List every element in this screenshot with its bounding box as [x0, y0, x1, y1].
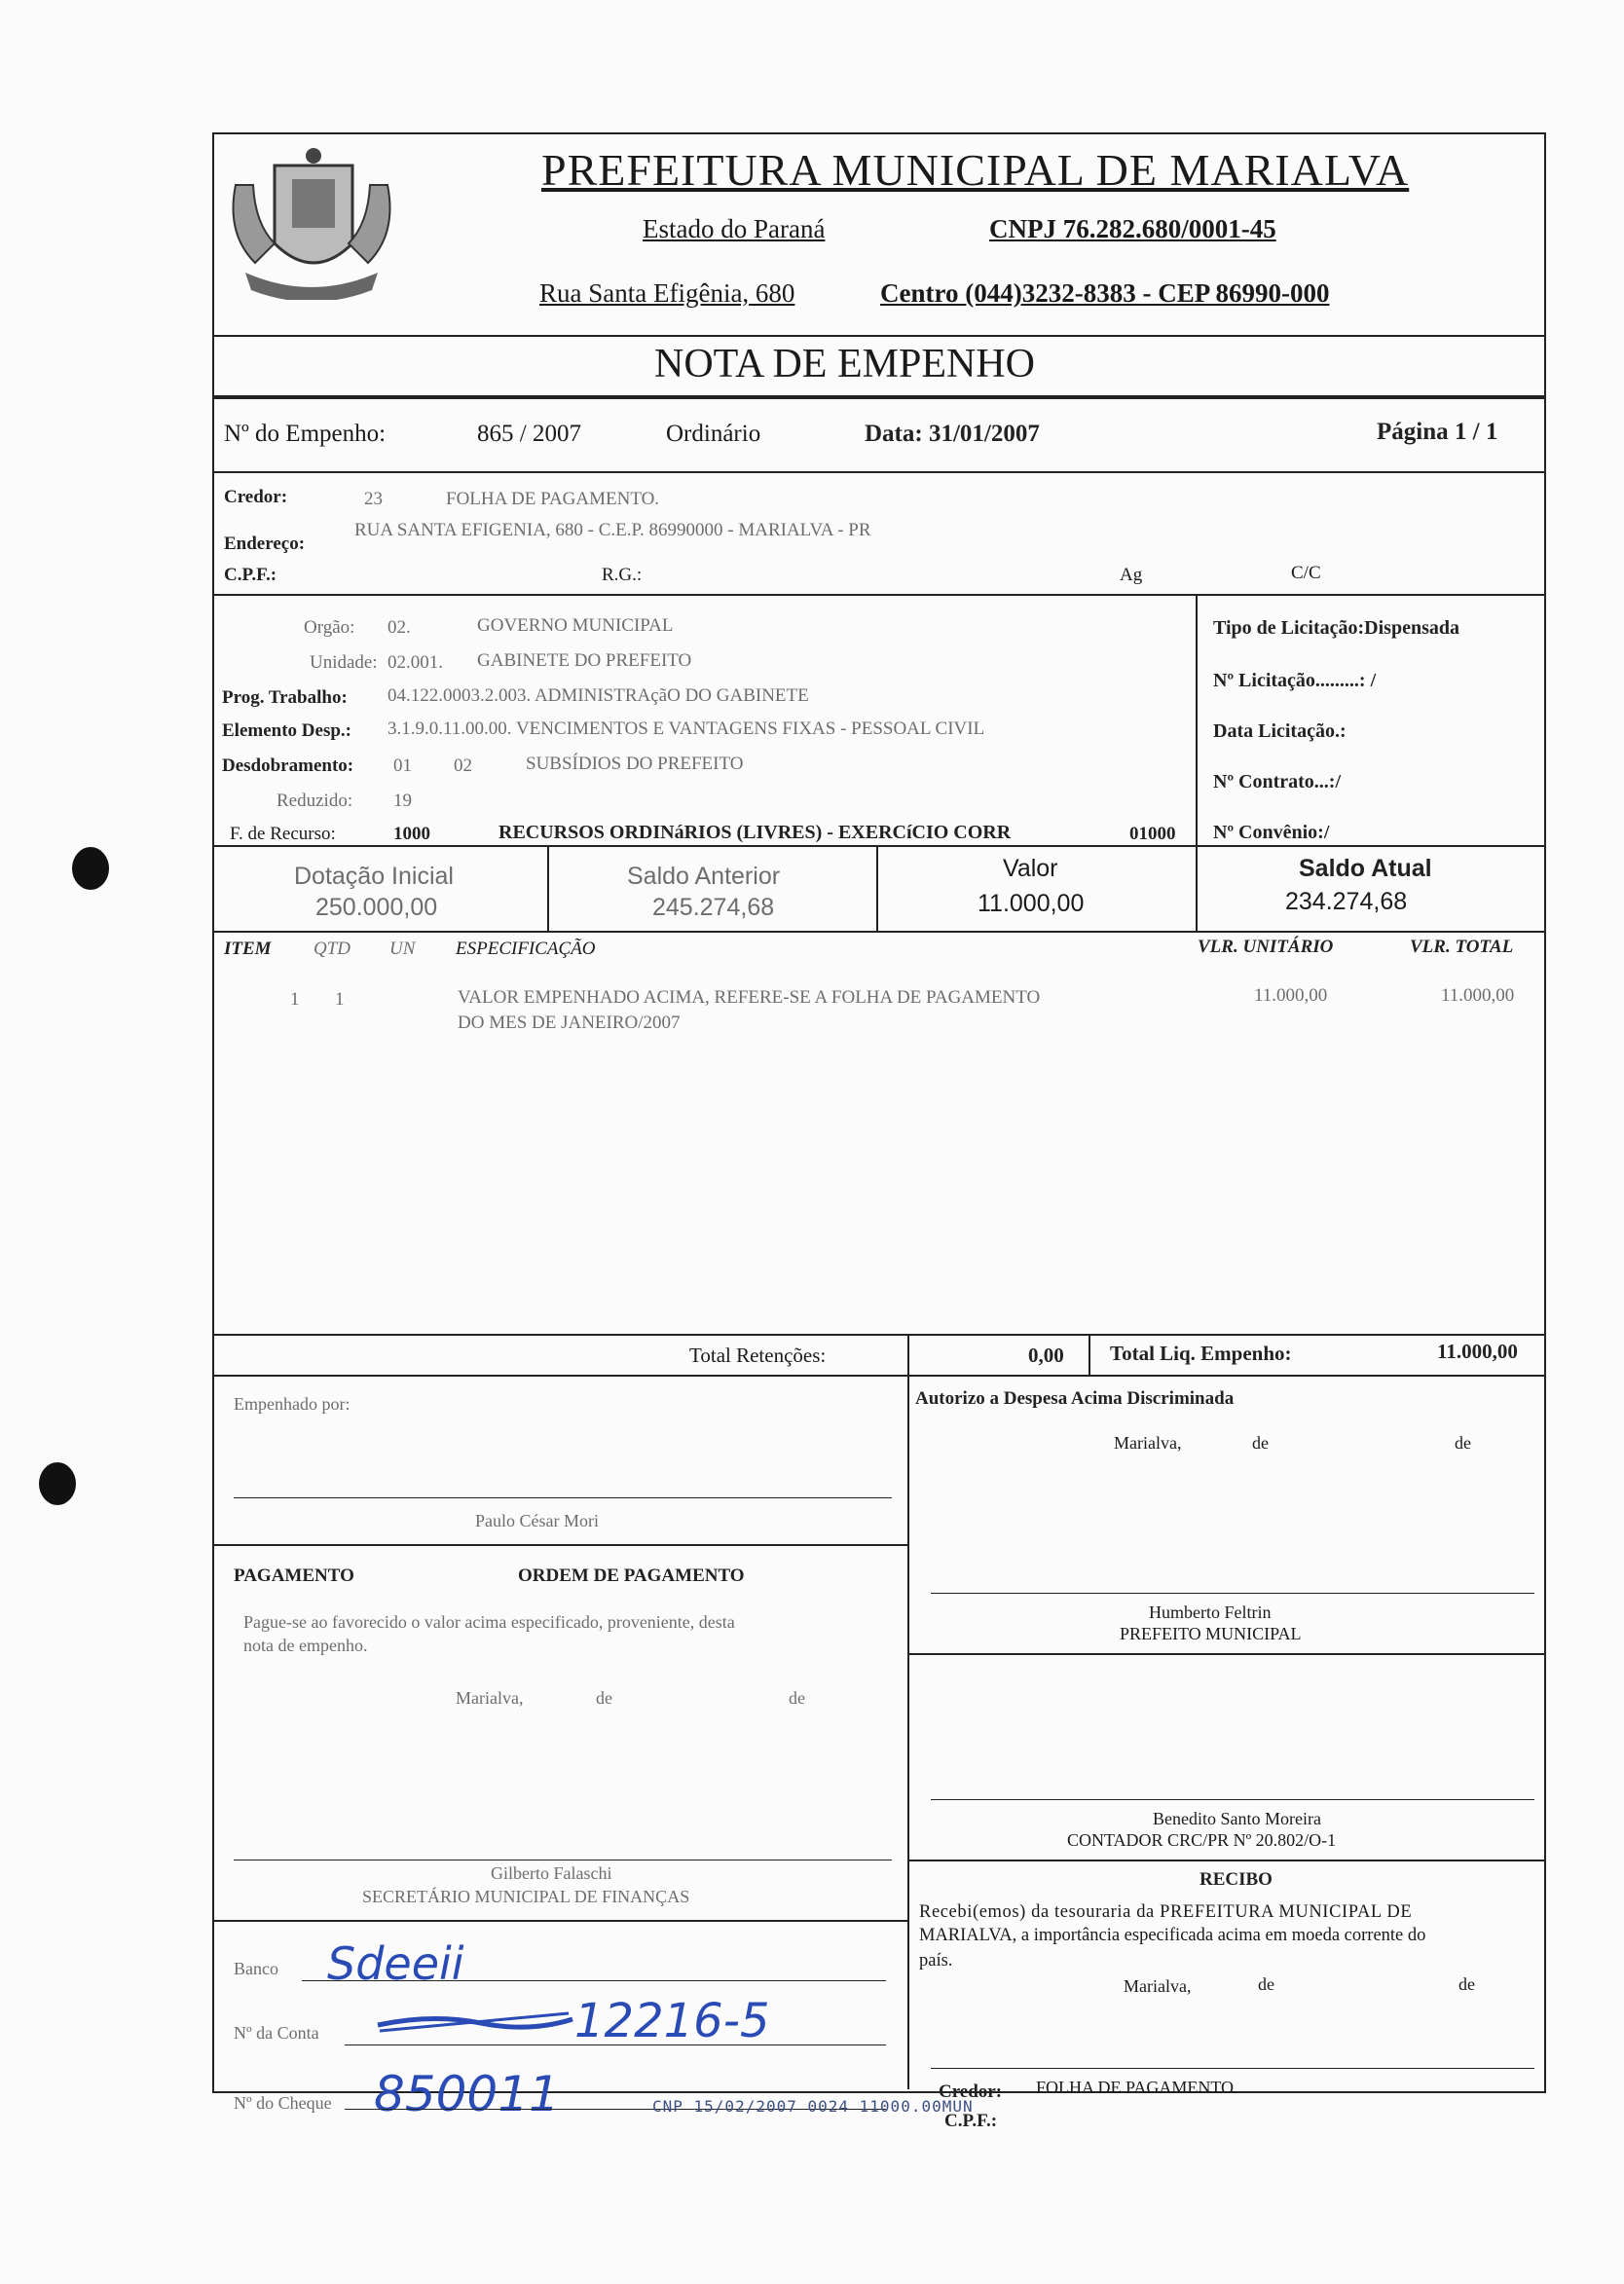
col-vlr-total: VLR. TOTAL	[1410, 937, 1514, 957]
empenho-date: Data: 31/01/2007	[865, 421, 1040, 447]
data-licitacao: Data Licitação.:	[1213, 720, 1347, 742]
desdobramento-name: SUBSÍDIOS DO PREFEITO	[526, 754, 744, 774]
recurso-label: F. de Recurso:	[230, 824, 336, 844]
tipo-licitacao: Tipo de Licitação:Dispensada	[1213, 617, 1459, 639]
endereco-value: RUA SANTA EFIGENIA, 680 - C.E.P. 86990000 - MARIALVA - PR	[354, 520, 871, 540]
cnpj-text: CNPJ 76.282.680/0001-45	[989, 214, 1276, 243]
total-liquido-value: 11.000,00	[1437, 1340, 1518, 1363]
recibo-label: RECIBO	[1200, 1869, 1273, 1890]
bank-authentication-stamp: CNP 15/02/2007 0024 11000.00MUN	[652, 2097, 974, 2116]
col-vlr-unitario: VLR. UNITÁRIO	[1198, 937, 1334, 957]
total-retencoes-label: Total Retenções:	[689, 1344, 827, 1367]
elemento-label: Elemento Desp.:	[222, 720, 351, 741]
punch-hole	[72, 847, 109, 890]
state-text: Estado do Paraná	[643, 214, 826, 243]
empenhado-por-label: Empenhado por:	[234, 1394, 351, 1414]
address-text: Rua Santa Efigênia, 680	[539, 278, 795, 308]
pagamento-de-2: de	[789, 1688, 805, 1708]
orgao-label: Orgão:	[304, 617, 355, 638]
prog-label: Prog. Trabalho:	[222, 687, 348, 708]
col-un: UN	[389, 939, 416, 959]
credor-code: 23	[364, 489, 383, 509]
saldo-atual-value: 234.274,68	[1285, 888, 1408, 915]
recibo-text-3: país.	[919, 1951, 953, 1971]
secretario-title: SECRETÁRIO MUNICIPAL DE FINANÇAS	[362, 1887, 690, 1906]
autorizo-label: Autorizo a Despesa Acima Discriminada	[915, 1388, 1235, 1409]
empenho-type: Ordinário	[666, 421, 761, 447]
empenho-number: 865 / 2007	[477, 421, 581, 447]
recibo-de-1: de	[1258, 1974, 1274, 1994]
item-qtd: 1	[335, 989, 345, 1010]
ag-label: Ag	[1120, 565, 1143, 585]
ordem-pagamento-label: ORDEM DE PAGAMENTO	[518, 1566, 745, 1586]
recibo-credor-label: Credor:	[939, 2081, 1003, 2102]
credor-label: Credor:	[224, 487, 288, 507]
pagamento-label: PAGAMENTO	[234, 1566, 354, 1586]
autorizo-city: Marialva,	[1114, 1433, 1182, 1453]
pagamento-de-1: de	[596, 1688, 612, 1708]
recibo-text-2: MARIALVA, a importância especificada acima em moeda corrente do	[919, 1926, 1426, 1945]
reduzido-value: 19	[393, 791, 412, 811]
punch-hole	[39, 1462, 76, 1505]
coat-of-arms-logo	[216, 146, 407, 300]
prefeito-title: PREFEITO MUNICIPAL	[1120, 1624, 1302, 1643]
conta-value: 12216-5	[574, 1994, 770, 2048]
recibo-de-2: de	[1458, 1974, 1475, 1994]
saldo-atual-label: Saldo Atual	[1299, 855, 1432, 882]
item-spec-line-2: DO MES DE JANEIRO/2007	[458, 1013, 681, 1033]
empenho-number-label: Nº do Empenho:	[224, 421, 387, 447]
desdobramento-label: Desdobramento:	[222, 755, 354, 776]
rg-label: R.G.:	[602, 565, 643, 585]
item-number: 1	[290, 989, 300, 1010]
recurso-name: RECURSOS ORDINáRIOS (LIVRES) - EXERCíCIO CORR	[498, 822, 1012, 843]
cheque-value: 850011	[374, 2066, 560, 2122]
cpf-label: C.P.F.:	[224, 565, 277, 585]
reduzido-label: Reduzido:	[277, 791, 353, 811]
recurso-code: 1000	[393, 824, 430, 844]
recibo-city: Marialva,	[1124, 1976, 1192, 1996]
contact-text: Centro (044)3232-8383 - CEP 86990-000	[880, 278, 1330, 308]
recibo-cpf-label: C.P.F.:	[944, 2111, 998, 2131]
page-number: Página 1 / 1	[1377, 419, 1498, 445]
unidade-name: GABINETE DO PREFEITO	[477, 650, 692, 671]
prog-value: 04.122.0003.2.003. ADMINISTRAçãO DO GABINETE	[388, 685, 809, 706]
banco-value: Sdeeii	[327, 1937, 464, 1990]
dotacao-label: Dotação Inicial	[294, 863, 454, 890]
contador-name: Benedito Santo Moreira	[1153, 1809, 1321, 1828]
col-especificacao: ESPECIFICAÇÃO	[456, 939, 596, 959]
pagamento-city: Marialva,	[456, 1688, 524, 1708]
credor-name: FOLHA DE PAGAMENTO.	[446, 489, 660, 509]
total-liquido-label: Total Liq. Empenho:	[1110, 1342, 1292, 1365]
orgao-name: GOVERNO MUNICIPAL	[477, 615, 674, 636]
struck-out-number	[374, 2009, 576, 2037]
autorizo-de-1: de	[1252, 1433, 1269, 1453]
unidade-label: Unidade:	[310, 652, 378, 673]
document-title: NOTA DE EMPENHO	[654, 342, 1035, 387]
numero-contrato: Nº Contrato...:/	[1213, 771, 1342, 792]
dotacao-value: 250.000,00	[315, 894, 438, 921]
unidade-code: 02.001.	[388, 652, 443, 673]
cc-label: C/C	[1291, 563, 1321, 583]
recibo-text-1: Recebi(emos) da tesouraria da PREFEITURA MUNICIPAL DE	[919, 1902, 1413, 1922]
page-title: PREFEITURA MUNICIPAL DE MARIALVA	[541, 145, 1410, 195]
banco-label: Banco	[234, 1959, 278, 1978]
item-total-value: 11.000,00	[1441, 985, 1515, 1006]
valor-label: Valor	[1003, 855, 1058, 882]
autorizo-de-2: de	[1455, 1433, 1471, 1453]
orgao-code: 02.	[388, 617, 411, 638]
contador-title: CONTADOR CRC/PR Nº 20.802/O-1	[1067, 1830, 1337, 1850]
total-retencoes-value: 0,00	[1028, 1344, 1064, 1367]
item-unit-value: 11.000,00	[1254, 985, 1328, 1006]
empenhado-name: Paulo César Mori	[475, 1511, 599, 1530]
numero-convenio: Nº Convênio:/	[1213, 822, 1330, 843]
endereco-label: Endereço:	[224, 534, 306, 554]
item-spec-line-1: VALOR EMPENHADO ACIMA, REFERE-SE A FOLHA DE PAGAMENTO	[458, 987, 1041, 1008]
recurso-code-2: 01000	[1129, 824, 1176, 844]
recibo-credor-value: FOLHA DE PAGAMENTO.	[1036, 2078, 1238, 2097]
col-qtd: QTD	[314, 939, 351, 959]
desdobramento-a: 01	[393, 755, 412, 776]
desdobramento-b: 02	[454, 755, 472, 776]
saldo-anterior-label: Saldo Anterior	[627, 863, 781, 890]
conta-label: Nº da Conta	[234, 2023, 319, 2043]
secretario-name: Gilberto Falaschi	[491, 1863, 612, 1883]
pagamento-text-1: Pague-se ao favorecido o valor acima especificado, proveniente, desta	[243, 1612, 735, 1632]
prefeito-name: Humberto Feltrin	[1149, 1602, 1272, 1622]
numero-licitacao: Nº Licitação.........: /	[1213, 670, 1377, 691]
cheque-label: Nº do Cheque	[234, 2093, 332, 2113]
col-item: ITEM	[224, 939, 272, 959]
saldo-anterior-value: 245.274,68	[652, 894, 775, 921]
elemento-value: 3.1.9.0.11.00.00. VENCIMENTOS E VANTAGENS FIXAS - PESSOAL CIVIL	[388, 718, 985, 739]
pagamento-text-2: nota de empenho.	[243, 1636, 368, 1655]
valor-value: 11.000,00	[978, 890, 1085, 917]
